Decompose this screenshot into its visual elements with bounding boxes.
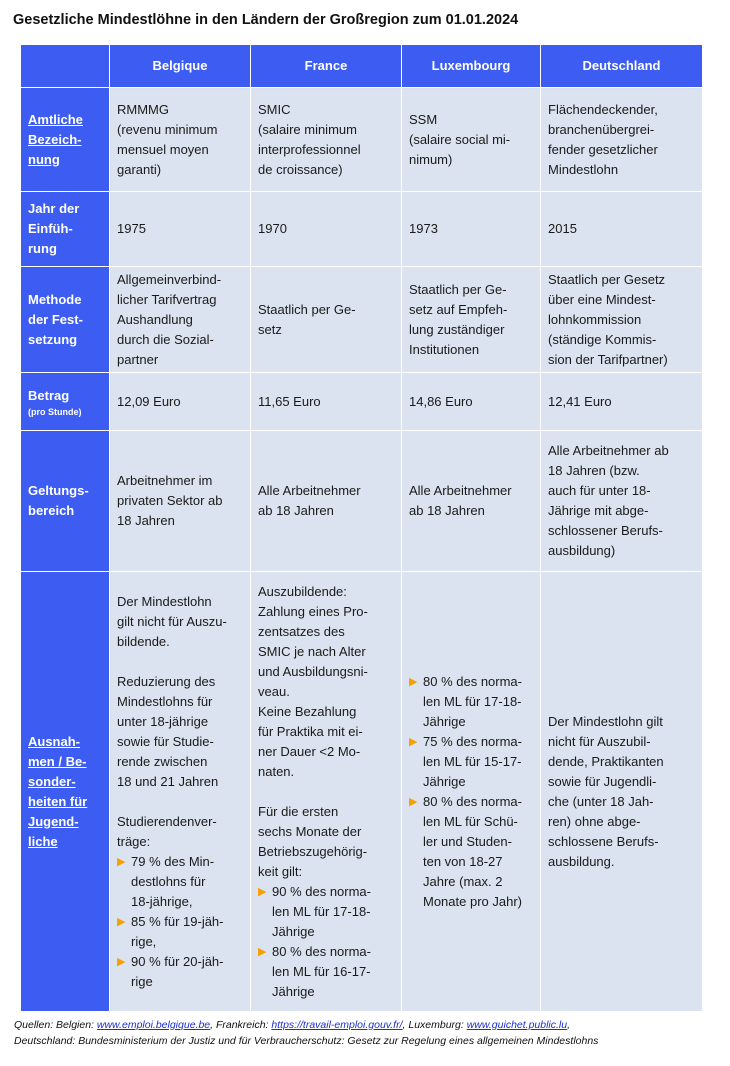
row-header-geltung: Geltungs- bereich: [21, 431, 110, 572]
triangle-right-icon: ▶: [409, 735, 418, 748]
cell-ausnahmen-france: [251, 572, 402, 1012]
cell-betrag-france: 11,65 Euro: [251, 373, 402, 431]
france-bullet-list: [258, 882, 394, 1002]
cell-jahr-deutschland: 2015: [541, 192, 703, 267]
triangle-right-icon: ▶: [409, 675, 418, 688]
cell-bezeichnung-france: SMIC (salaire minimum interprofessionnel de croissance): [251, 88, 402, 192]
table-row-ausnahmen: [21, 572, 703, 1012]
cell-methode-luxembourg: Staatlich per Ge- setz auf Empfeh- lung zuständiger Institutionen: [402, 267, 541, 373]
sources-prefix: Quellen: Belgien:: [14, 1019, 97, 1031]
list-item-text: 90 % für 20-jäh- rige: [131, 953, 224, 989]
list-item-text: 90 % des norma- len ML für 17-18- Jährige: [272, 883, 371, 939]
link-travail-emploi[interactable]: https://travail-emploi.gouv.fr/: [271, 1019, 403, 1031]
row-header-jahr: Jahr der Einfüh- rung: [21, 192, 110, 267]
link-emploi-belgique[interactable]: www.emploi.belgique.be: [96, 1019, 211, 1031]
list-item-text: 79 % des Min- destlohns für 18-jährige,: [131, 853, 215, 909]
belgique-paragraph-1: Der Mindestlohn gilt nicht für Auszu- bildende.: [117, 593, 227, 649]
page-title: Gesetzliche Mindestlöhne in den Ländern der Großregion zum 01.01.2024: [13, 12, 519, 28]
sources-lu-label: , Luxemburg:: [402, 1019, 467, 1031]
row-header-methode: Methode der Fest- setzung: [21, 267, 110, 373]
cell-betrag-deutschland: 12,41 Euro: [541, 373, 703, 431]
link-guichet-public[interactable]: www.guichet.public.lu: [466, 1019, 568, 1031]
column-header-belgique: Belgique: [110, 45, 251, 88]
cell-methode-belgique: Allgemeinverbind- licher Tarifvertrag Aushandlung durch die Sozial- partner: [110, 267, 251, 373]
sources-fr-label: , Frankreich:: [210, 1019, 272, 1031]
list-item: [409, 792, 533, 912]
column-header-luxembourg: Luxembourg: [402, 45, 541, 88]
list-item: [258, 942, 394, 1002]
column-header-deutschland: Deutschland: [541, 45, 703, 88]
list-item: [117, 852, 243, 912]
list-item: [409, 672, 533, 732]
cell-geltung-luxembourg: Alle Arbeitnehmer ab 18 Jahren: [402, 431, 541, 572]
betrag-label: Betrag: [28, 387, 70, 403]
triangle-right-icon: ▶: [258, 945, 267, 958]
list-item: [258, 882, 394, 942]
table-row-methode: [21, 267, 703, 373]
cell-ausnahmen-luxembourg: [402, 572, 541, 1012]
cell-betrag-belgique: 12,09 Euro: [110, 373, 251, 431]
luxembourg-bullet-list: [409, 672, 533, 912]
table-row-bezeichnung: [21, 88, 703, 192]
triangle-right-icon: ▶: [258, 885, 267, 898]
cell-geltung-deutschland: Alle Arbeitnehmer ab 18 Jahren (bzw. auch für unter 18- Jährige mit abge- schlossener Berufs- ausbildung): [541, 431, 703, 572]
list-item-text: 80 % des norma- len ML für 16-17- Jährige: [272, 943, 371, 999]
row-header-label: Ausnah- men / Be- sonder- heiten für Jugend- liche: [28, 733, 88, 849]
list-item: [409, 732, 533, 792]
triangle-right-icon: ▶: [117, 855, 126, 868]
minimum-wage-table: [20, 44, 703, 1012]
table-row-jahr: [21, 192, 703, 267]
cell-bezeichnung-belgique: RMMMG (revenu minimum mensuel moyen garanti): [110, 88, 251, 192]
list-item: [117, 952, 243, 992]
cell-ausnahmen-deutschland: Der Mindestlohn gilt nicht für Auszubil- dende, Praktikanten sowie für Jugendli- che (unter 18 Jah- ren) ohne abge- schlossene Berufs- ausbildung.: [541, 572, 703, 1012]
cell-methode-france: Staatlich per Ge- setz: [251, 267, 402, 373]
france-paragraph-2: Für die ersten sechs Monate der Betriebszugehörig- keit gilt:: [258, 803, 368, 879]
france-paragraph-1: Auszubildende: Zahlung eines Pro- zentsatzes des SMIC je nach Alter und Ausbildungsni- veau. Keine Bezahlung für Praktika mit ei- ner Dauer <2 Mo- naten.: [258, 583, 368, 779]
table-row-betrag: [21, 373, 703, 431]
row-header-ausnahmen: [21, 572, 110, 1012]
cell-geltung-belgique: Arbeitnehmer im privaten Sektor ab 18 Jahren: [110, 431, 251, 572]
cell-ausnahmen-belgique: [110, 572, 251, 1012]
list-item-text: 75 % des norma- len ML für 15-17- Jährige: [423, 733, 522, 789]
list-item-text: 80 % des norma- len ML für Schü- ler und Studen- ten von 18-27 Jahre (max. 2 Monate pro Jahr): [423, 793, 522, 909]
belgique-bullet-list: [117, 852, 243, 992]
triangle-right-icon: ▶: [117, 955, 126, 968]
list-item-text: 85 % für 19-jäh- rige,: [131, 913, 224, 949]
triangle-right-icon: ▶: [117, 915, 126, 928]
sources-comma: ,: [567, 1019, 571, 1031]
cell-jahr-belgique: 1975: [110, 192, 251, 267]
table-row-geltung: [21, 431, 703, 572]
list-item-text: 80 % des norma- len ML für 17-18- Jährige: [423, 673, 522, 729]
list-item: [117, 912, 243, 952]
cell-betrag-luxembourg: 14,86 Euro: [402, 373, 541, 431]
table-header-row: [21, 45, 703, 88]
cell-geltung-france: Alle Arbeitnehmer ab 18 Jahren: [251, 431, 402, 572]
row-header-bezeichnung: [21, 88, 110, 192]
sources-line-1: [14, 1017, 719, 1033]
column-header-france: France: [251, 45, 402, 88]
cell-bezeichnung-deutschland: Flächendeckender, branchenübergrei- fender gesetzlicher Mindestlohn: [541, 88, 703, 192]
header-corner: [21, 45, 110, 88]
betrag-unit: (pro Stunde): [28, 406, 82, 417]
belgique-paragraph-2: Reduzierung des Mindestlohns für unter 18-jährige sowie für Studie- rende zwischen 18 und 21 Jahren: [117, 673, 219, 789]
cell-bezeichnung-luxembourg: SSM (salaire social mi- nimum): [402, 88, 541, 192]
row-header-betrag: [21, 373, 110, 431]
belgique-paragraph-3: Studierendenver- träge:: [117, 813, 217, 849]
cell-jahr-luxembourg: 1973: [402, 192, 541, 267]
sources-line-2: Deutschland: Bundesministerium der Justiz und für Verbraucherschutz: Gesetz zur Regelung eines allgemeinen Mindestlohns: [14, 1035, 599, 1047]
cell-jahr-france: 1970: [251, 192, 402, 267]
sources-footnote: [14, 1017, 719, 1049]
triangle-right-icon: ▶: [409, 795, 418, 808]
row-header-label: Amtliche Bezeich- nung: [28, 111, 83, 167]
cell-methode-deutschland: Staatlich per Gesetz über eine Mindest- lohnkommission (ständige Kommis- sion der Tarifpartner): [541, 267, 703, 373]
